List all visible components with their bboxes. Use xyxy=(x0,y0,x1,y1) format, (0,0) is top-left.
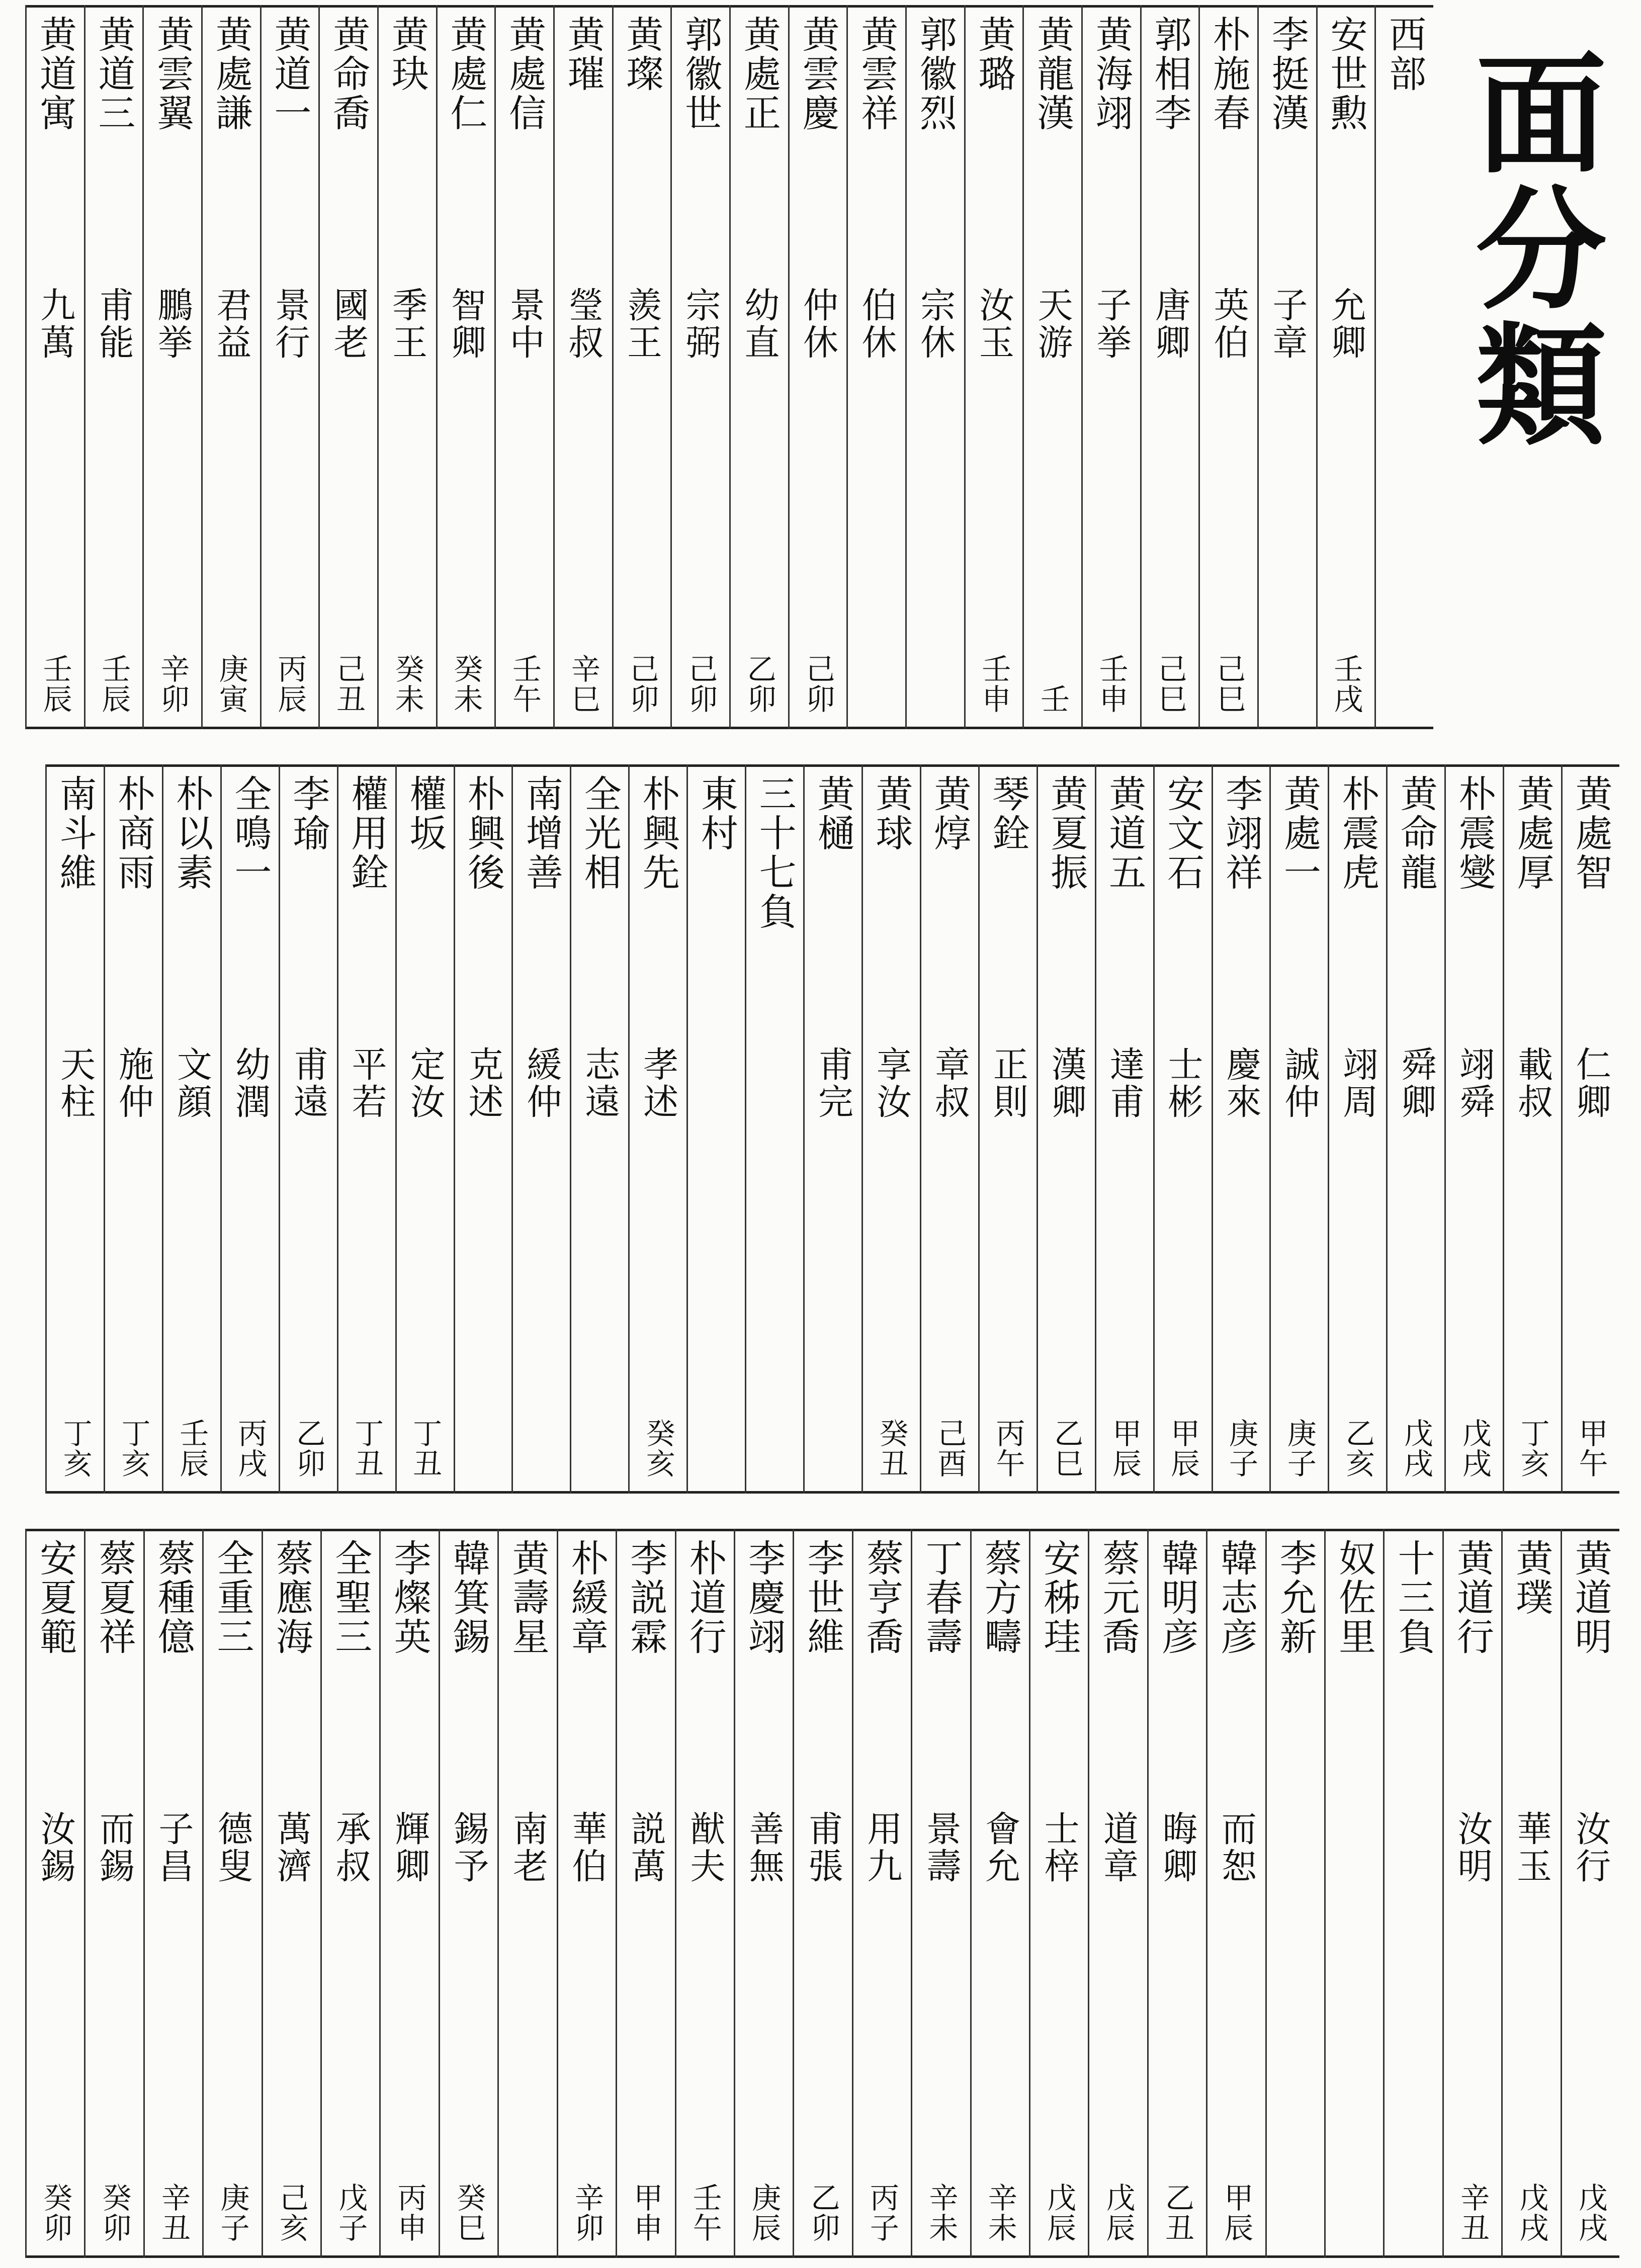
person-name: 朴道行 xyxy=(683,1539,727,1656)
person-name: 黄璨 xyxy=(620,15,664,94)
register-entry xyxy=(675,1529,734,2258)
courtesy-name: 宗休 xyxy=(914,287,956,361)
courtesy-name: 幼潤 xyxy=(229,1046,271,1120)
register-entry xyxy=(852,1529,911,2258)
register-entry xyxy=(1140,5,1199,729)
register-entry xyxy=(1037,764,1095,1494)
register-entry xyxy=(279,764,337,1494)
register-entry xyxy=(1265,1529,1324,2258)
courtesy-name: 天游 xyxy=(1032,287,1074,361)
register-entry xyxy=(104,764,162,1494)
person-name: 郭徽世 xyxy=(679,15,723,133)
courtesy-name: 鵬挙 xyxy=(152,287,194,361)
register-entry xyxy=(1328,764,1386,1494)
birth-year: 戊辰 xyxy=(1042,2183,1077,2243)
birth-year: 庚子 xyxy=(1224,1418,1258,1478)
courtesy-name: 汝錫 xyxy=(35,1810,76,1885)
courtesy-name: 華玉 xyxy=(1511,1810,1552,1885)
birth-year: 丙申 xyxy=(392,2183,427,2243)
birth-year: 乙卯 xyxy=(742,654,776,714)
person-name: 蔡元喬 xyxy=(1096,1539,1140,1656)
birth-year: 庚子 xyxy=(215,2183,250,2243)
person-name: 李慶翊 xyxy=(742,1539,786,1656)
courtesy-name: 説萬 xyxy=(625,1810,667,1885)
courtesy-name: 宗弼 xyxy=(680,287,722,361)
birth-year: 辛巳 xyxy=(566,654,600,714)
register-entry xyxy=(220,764,279,1494)
person-name: 李翊祥 xyxy=(1220,774,1263,892)
birth-year: 癸亥 xyxy=(641,1418,675,1478)
courtesy-name: 緩仲 xyxy=(521,1046,562,1120)
birth-year: 庚子 xyxy=(1282,1418,1317,1478)
courtesy-name: 施仲 xyxy=(113,1046,154,1120)
person-name: 黄龍漢 xyxy=(1031,15,1075,133)
birth-year: 辛丑 xyxy=(156,2183,191,2243)
birth-year: 壬辰 xyxy=(38,654,72,714)
register-entry xyxy=(1029,1529,1088,2258)
birth-year: 乙丑 xyxy=(1160,2183,1194,2243)
person-name: 黄球 xyxy=(870,774,913,853)
register-entry xyxy=(1095,764,1153,1494)
birth-year: 辛未 xyxy=(924,2183,959,2243)
birth-year: 丙戌 xyxy=(233,1418,268,1478)
courtesy-name: 平若 xyxy=(346,1046,388,1120)
register-entry xyxy=(337,764,395,1494)
birth-year: 戊戌 xyxy=(1457,1418,1492,1478)
register-entry xyxy=(964,5,1023,729)
person-name: 權用銓 xyxy=(345,774,389,892)
courtesy-name: 南老 xyxy=(507,1810,549,1885)
person-name: 朴商雨 xyxy=(112,774,155,892)
courtesy-name: 季王 xyxy=(386,287,428,361)
birth-year: 甲午 xyxy=(1574,1418,1608,1478)
person-name: 李挺漢 xyxy=(1265,15,1309,133)
birth-year: 己酉 xyxy=(932,1418,967,1478)
register-entry xyxy=(1316,5,1375,729)
register-entry xyxy=(1383,1529,1442,2258)
courtesy-name: 享汝 xyxy=(871,1046,912,1120)
courtesy-name: 克述 xyxy=(463,1046,504,1120)
person-name: 朴震虎 xyxy=(1336,774,1379,892)
person-name: 東村 xyxy=(695,774,738,853)
person-name: 黄命喬 xyxy=(327,15,371,133)
birth-year: 壬辰 xyxy=(175,1418,209,1478)
register-entry xyxy=(570,764,628,1494)
person-name: 安文石 xyxy=(1161,774,1205,892)
register-entry xyxy=(1501,1529,1560,2258)
register-entry xyxy=(861,764,920,1494)
person-name: 黄道三 xyxy=(92,15,136,133)
person-name: 黄海翊 xyxy=(1089,15,1133,133)
courtesy-name: 慶來 xyxy=(1221,1046,1262,1120)
birth-year: 乙巳 xyxy=(1049,1418,1084,1478)
person-name: 黄璐 xyxy=(972,15,1016,94)
birth-year: 戊戌 xyxy=(1399,1418,1433,1478)
person-name: 黄玦 xyxy=(385,15,429,94)
courtesy-name: 錫予 xyxy=(448,1810,490,1885)
register-entry xyxy=(686,764,745,1494)
birth-year: 丙辰 xyxy=(273,654,307,714)
courtesy-name: 甫能 xyxy=(93,287,135,361)
courtesy-name: 甫張 xyxy=(802,1810,844,1885)
register-entry xyxy=(262,1529,320,2258)
person-name: 丁春壽 xyxy=(919,1539,963,1656)
courtesy-name: 景中 xyxy=(504,287,546,361)
birth-year: 壬午 xyxy=(687,2183,722,2243)
person-name: 西部 xyxy=(1383,15,1427,94)
register-entry xyxy=(745,764,803,1494)
person-name: 蔡亨喬 xyxy=(860,1539,904,1656)
courtesy-name: 智卿 xyxy=(445,287,487,361)
birth-year: 乙卯 xyxy=(291,1418,326,1478)
person-name: 南斗維 xyxy=(53,774,97,892)
register-entry xyxy=(1503,764,1561,1494)
birth-year: 丁亥 xyxy=(58,1418,93,1478)
register-entry xyxy=(25,1529,84,2258)
birth-year: 庚辰 xyxy=(747,2183,782,2243)
register-band-bottom xyxy=(25,1529,1619,2258)
register-entry xyxy=(454,764,512,1494)
register-entry xyxy=(628,764,686,1494)
person-name: 黄處謙 xyxy=(209,15,253,133)
register-entry xyxy=(729,5,788,729)
register-entry xyxy=(379,1529,438,2258)
courtesy-name: 文顔 xyxy=(171,1046,213,1120)
person-name: 黄樋 xyxy=(811,774,855,853)
birth-year: 甲辰 xyxy=(1219,2183,1254,2243)
person-name: 黄處仁 xyxy=(444,15,488,133)
courtesy-name: 瑩叔 xyxy=(562,287,604,361)
birth-year: 辛卯 xyxy=(155,654,190,714)
courtesy-name: 誠仲 xyxy=(1278,1046,1320,1120)
person-name: 李瑜 xyxy=(287,774,330,853)
register-entry xyxy=(1022,5,1081,729)
person-name: 郭徽烈 xyxy=(913,15,957,133)
courtesy-name: 輝卿 xyxy=(389,1810,430,1885)
courtesy-name: 幼直 xyxy=(738,287,780,361)
person-name: 朴震燮 xyxy=(1452,774,1496,892)
person-name: 安世勲 xyxy=(1324,15,1368,133)
courtesy-name: 翊舜 xyxy=(1453,1046,1495,1120)
register-entry xyxy=(395,764,454,1494)
person-name: 黄夏振 xyxy=(1045,774,1088,892)
courtesy-name: 載叔 xyxy=(1512,1046,1553,1120)
register-entry xyxy=(1153,764,1212,1494)
person-name: 黄處智 xyxy=(1569,774,1613,892)
person-name: 黄道寓 xyxy=(33,15,77,133)
register-entry xyxy=(616,1529,674,2258)
birth-year: 甲辰 xyxy=(1166,1418,1200,1478)
person-name: 郭相李 xyxy=(1148,15,1192,133)
register-entry xyxy=(202,1529,261,2258)
courtesy-name: 達甫 xyxy=(1104,1046,1146,1120)
birth-year: 己卯 xyxy=(801,654,835,714)
courtesy-name: 會允 xyxy=(979,1810,1021,1885)
person-name: 黄處厚 xyxy=(1511,774,1554,892)
person-name: 韓明彦 xyxy=(1155,1539,1199,1656)
birth-year: 丁亥 xyxy=(116,1418,151,1478)
person-name: 韓志彦 xyxy=(1215,1539,1258,1656)
courtesy-name: 善無 xyxy=(743,1810,785,1885)
register-entry xyxy=(1561,764,1619,1494)
register-entry xyxy=(846,5,905,729)
register-entry xyxy=(1561,1529,1619,2258)
person-name: 朴興先 xyxy=(636,774,680,892)
register-entry xyxy=(511,764,570,1494)
register-entry xyxy=(1257,5,1316,729)
register-band-top xyxy=(25,5,1433,729)
register-entry xyxy=(84,5,143,729)
birth-year: 己卯 xyxy=(683,654,718,714)
person-name: 全重三 xyxy=(211,1539,254,1656)
courtesy-name: 允卿 xyxy=(1325,287,1367,361)
birth-year: 己巳 xyxy=(1153,654,1187,714)
person-name: 李燦英 xyxy=(388,1539,431,1656)
register-entry xyxy=(1206,1529,1265,2258)
person-name: 三十七負 xyxy=(753,774,797,931)
register-entry xyxy=(557,1529,616,2258)
person-name: 蔡應海 xyxy=(270,1539,313,1656)
birth-year: 己亥 xyxy=(274,2183,309,2243)
birth-year: 戊子 xyxy=(333,2183,368,2243)
courtesy-name: 九萬 xyxy=(34,287,76,361)
person-name: 黄壽星 xyxy=(506,1539,550,1656)
person-name: 李説霖 xyxy=(624,1539,668,1656)
person-name: 黄焞 xyxy=(928,774,972,853)
birth-year: 壬 xyxy=(1035,684,1070,714)
birth-year: 己丑 xyxy=(331,654,366,714)
person-name: 黄道明 xyxy=(1569,1539,1612,1656)
register-entry xyxy=(803,764,861,1494)
register-entry xyxy=(142,5,201,729)
birth-year: 甲辰 xyxy=(1107,1418,1142,1478)
register-entry xyxy=(905,5,964,729)
courtesy-name: 唐卿 xyxy=(1149,287,1191,361)
register-entry xyxy=(670,5,729,729)
person-name: 黄璞 xyxy=(1510,1539,1553,1617)
person-name: 李世維 xyxy=(801,1539,845,1656)
person-name: 琴銓 xyxy=(986,774,1030,853)
birth-year: 壬申 xyxy=(1094,654,1129,714)
register-entry xyxy=(377,5,436,729)
person-name: 黄雲翼 xyxy=(151,15,195,133)
birth-year: 丁丑 xyxy=(408,1418,443,1478)
courtesy-name: 汝行 xyxy=(1570,1810,1611,1885)
register-entry xyxy=(25,5,84,729)
person-name: 南增善 xyxy=(520,774,563,892)
courtesy-name: 君益 xyxy=(210,287,252,361)
courtesy-name: 子挙 xyxy=(1090,287,1132,361)
register-entry xyxy=(260,5,319,729)
courtesy-name: 承叔 xyxy=(330,1810,372,1885)
courtesy-name: 羨王 xyxy=(621,287,663,361)
register-entry xyxy=(494,5,553,729)
birth-year: 丙子 xyxy=(865,2183,899,2243)
birth-year: 癸卯 xyxy=(97,2183,132,2243)
person-name: 黄處正 xyxy=(737,15,781,133)
register-entry xyxy=(788,5,847,729)
courtesy-name: 德叟 xyxy=(212,1810,253,1885)
courtesy-name: 道章 xyxy=(1097,1810,1139,1885)
birth-year: 癸丑 xyxy=(874,1418,909,1478)
register-entry xyxy=(320,1529,379,2258)
birth-year: 甲申 xyxy=(629,2183,663,2243)
courtesy-name: 景行 xyxy=(269,287,311,361)
person-name: 蔡方疇 xyxy=(978,1539,1022,1656)
courtesy-name: 而恕 xyxy=(1216,1810,1257,1885)
courtesy-name: 仲休 xyxy=(797,287,839,361)
person-name: 黄雲慶 xyxy=(796,15,840,133)
person-name: 黄道行 xyxy=(1450,1539,1494,1656)
courtesy-name: 仁卿 xyxy=(1570,1046,1612,1120)
courtesy-name: 萬濟 xyxy=(271,1810,312,1885)
courtesy-name: 甫遠 xyxy=(288,1046,329,1120)
birth-year: 辛丑 xyxy=(1455,2183,1490,2243)
birth-year: 癸未 xyxy=(390,654,424,714)
register-entry xyxy=(1269,764,1328,1494)
courtesy-name: 英伯 xyxy=(1208,287,1250,361)
person-name: 韓箕錫 xyxy=(447,1539,491,1656)
courtesy-name: 子昌 xyxy=(153,1810,195,1885)
birth-year: 壬辰 xyxy=(97,654,131,714)
register-entry xyxy=(612,5,671,729)
courtesy-name: 章叔 xyxy=(929,1046,971,1120)
register-entry xyxy=(970,1529,1029,2258)
person-name: 安夏範 xyxy=(34,1539,77,1656)
birth-year: 戊戌 xyxy=(1573,2183,1608,2243)
person-name: 李允新 xyxy=(1273,1539,1317,1656)
register-entry xyxy=(1324,1529,1383,2258)
courtesy-name: 天柱 xyxy=(54,1046,96,1120)
person-name: 安秭珪 xyxy=(1038,1539,1081,1656)
birth-year: 己巳 xyxy=(1212,654,1246,714)
courtesy-name: 用九 xyxy=(861,1810,903,1885)
register-band-middle xyxy=(45,764,1619,1494)
person-name: 朴以素 xyxy=(170,774,214,892)
person-name: 黄處一 xyxy=(1277,774,1321,892)
register-entry xyxy=(553,5,612,729)
birth-year: 壬戌 xyxy=(1329,654,1363,714)
register-entry xyxy=(1374,5,1433,729)
register-entry xyxy=(920,764,978,1494)
birth-year: 己卯 xyxy=(625,654,659,714)
birth-year: 壬申 xyxy=(977,654,1011,714)
register-entry xyxy=(143,1529,202,2258)
birth-year: 辛卯 xyxy=(569,2183,604,2243)
person-name: 全鳴一 xyxy=(228,774,272,892)
courtesy-name: 景壽 xyxy=(920,1810,962,1885)
birth-year: 乙卯 xyxy=(806,2183,840,2243)
register-entry xyxy=(84,1529,143,2258)
person-name: 全光相 xyxy=(578,774,622,892)
birth-year: 乙亥 xyxy=(1340,1418,1375,1478)
courtesy-name: 志遠 xyxy=(579,1046,621,1120)
birth-year: 癸巳 xyxy=(452,2183,486,2243)
person-name: 黄道五 xyxy=(1103,774,1147,892)
birth-year: 戊戌 xyxy=(1514,2183,1549,2243)
register-entry xyxy=(439,1529,497,2258)
courtesy-name: 士彬 xyxy=(1162,1046,1204,1120)
person-name: 全聖三 xyxy=(329,1539,373,1656)
courtesy-name: 正則 xyxy=(987,1046,1029,1120)
birth-year: 辛未 xyxy=(983,2183,1017,2243)
person-name: 朴緩章 xyxy=(565,1539,609,1656)
register-entry xyxy=(1212,764,1270,1494)
courtesy-name: 汝明 xyxy=(1451,1810,1493,1885)
birth-year: 庚寅 xyxy=(214,654,248,714)
person-name: 權坂 xyxy=(403,774,447,853)
band-columns xyxy=(25,5,1433,729)
register-entry xyxy=(497,1529,556,2258)
courtesy-name: 子章 xyxy=(1266,287,1308,361)
register-entry xyxy=(318,5,377,729)
register-entry xyxy=(162,764,220,1494)
register-entry xyxy=(436,5,495,729)
page-title: 面分類 xyxy=(1454,45,1607,453)
birth-year: 癸未 xyxy=(449,654,483,714)
courtesy-name: 定汝 xyxy=(404,1046,446,1120)
person-name: 奴佐里 xyxy=(1333,1539,1376,1656)
person-name: 十三負 xyxy=(1392,1539,1435,1656)
person-name: 黄命龍 xyxy=(1394,774,1438,892)
birth-year: 癸卯 xyxy=(38,2183,73,2243)
register-entry xyxy=(1442,1529,1501,2258)
register-entry xyxy=(793,1529,851,2258)
person-name: 黄處信 xyxy=(503,15,547,133)
person-name: 蔡夏祥 xyxy=(93,1539,136,1656)
birth-year: 壬午 xyxy=(507,654,542,714)
courtesy-name: 伯休 xyxy=(856,287,898,361)
person-name: 黄道一 xyxy=(268,15,312,133)
person-name: 黄璀 xyxy=(561,15,605,94)
person-name: 朴施春 xyxy=(1207,15,1251,133)
courtesy-name: 而錫 xyxy=(94,1810,135,1885)
courtesy-name: 士梓 xyxy=(1039,1810,1080,1885)
courtesy-name: 國老 xyxy=(328,287,370,361)
register-entry xyxy=(1444,764,1503,1494)
courtesy-name: 猷夫 xyxy=(684,1810,726,1885)
band-columns xyxy=(25,1529,1619,2258)
register-entry xyxy=(1088,1529,1147,2258)
courtesy-name: 晦卿 xyxy=(1156,1810,1198,1885)
register-entry xyxy=(45,764,104,1494)
register-entry xyxy=(734,1529,793,2258)
register-entry xyxy=(1198,5,1257,729)
birth-year: 丙午 xyxy=(991,1418,1025,1478)
register-entry xyxy=(1081,5,1140,729)
courtesy-name: 甫完 xyxy=(812,1046,854,1120)
person-name: 朴興後 xyxy=(462,774,505,892)
courtesy-name: 漢卿 xyxy=(1046,1046,1087,1120)
person-name: 蔡種億 xyxy=(152,1539,196,1656)
register-entry xyxy=(201,5,260,729)
register-entry xyxy=(1386,764,1444,1494)
courtesy-name: 孝述 xyxy=(637,1046,679,1120)
courtesy-name: 華伯 xyxy=(566,1810,608,1885)
register-entry xyxy=(1147,1529,1206,2258)
register-entry xyxy=(978,764,1037,1494)
band-columns xyxy=(45,764,1619,1494)
birth-year: 丁丑 xyxy=(350,1418,384,1478)
birth-year: 丁亥 xyxy=(1515,1418,1550,1478)
courtesy-name: 翊周 xyxy=(1337,1046,1378,1120)
courtesy-name: 汝玉 xyxy=(973,287,1015,361)
register-entry xyxy=(911,1529,970,2258)
birth-year: 戊辰 xyxy=(1101,2183,1136,2243)
courtesy-name: 舜卿 xyxy=(1395,1046,1437,1120)
person-name: 黄雲祥 xyxy=(855,15,899,133)
